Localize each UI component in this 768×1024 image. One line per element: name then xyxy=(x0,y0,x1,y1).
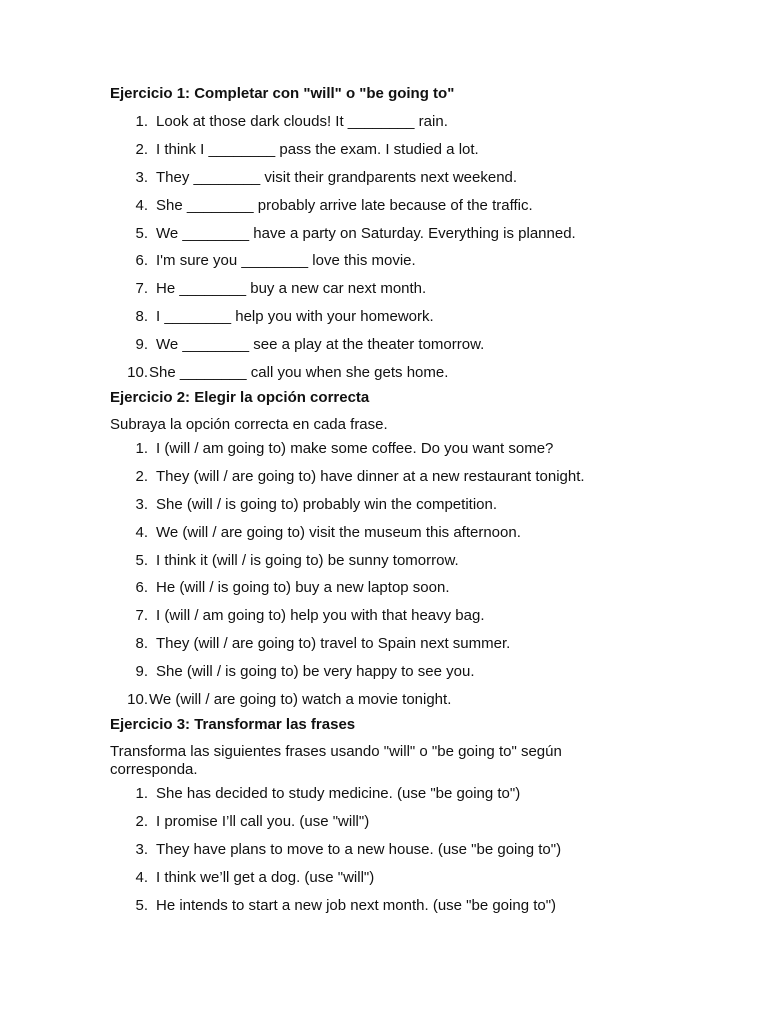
item-number: 2. xyxy=(135,813,148,831)
item-text: They (will / are going to) travel to Spain next summer. xyxy=(156,634,511,652)
list-item xyxy=(110,275,610,303)
exercise2-heading: Ejercicio 2: Elegir la opción correcta xyxy=(110,388,370,406)
exercise3-list xyxy=(110,780,610,919)
item-text: I ________ help you with your homework. xyxy=(156,307,434,325)
list-item xyxy=(110,219,610,247)
item-number: 3. xyxy=(135,495,148,513)
item-text: I think we’ll get a dog. (use "will") xyxy=(156,868,375,886)
item-number: 1. xyxy=(135,785,148,803)
item-number: 9. xyxy=(135,335,148,353)
item-number: 7. xyxy=(135,607,148,625)
list-item xyxy=(110,108,610,136)
list-item xyxy=(110,463,610,491)
item-number: 5. xyxy=(135,224,148,242)
item-text: We ________ have a party on Saturday. Everything is planned. xyxy=(156,224,576,242)
list-item xyxy=(110,657,610,685)
item-number: 1. xyxy=(135,113,148,131)
list-item xyxy=(110,435,610,463)
item-number: 5. xyxy=(135,896,148,914)
item-number: 3. xyxy=(135,840,148,858)
item-number: 2. xyxy=(135,141,148,159)
item-text: I (will / am going to) make some coffee. Do you want some? xyxy=(156,440,554,458)
item-number: 4. xyxy=(135,196,148,214)
list-item xyxy=(110,330,610,358)
list-item xyxy=(110,358,610,386)
item-text: She ________ probably arrive late because of the traffic. xyxy=(156,196,533,214)
list-item xyxy=(110,574,610,602)
item-text: We (will / are going to) visit the museum this afternoon. xyxy=(156,523,521,541)
exercise1-heading: Ejercicio 1: Completar con "will" o "be going to" xyxy=(110,85,455,102)
item-number: 7. xyxy=(135,280,148,298)
item-text: We ________ see a play at the theater tomorrow. xyxy=(156,335,485,353)
list-item xyxy=(110,808,610,836)
list-item xyxy=(110,491,610,519)
item-number: 9. xyxy=(135,662,148,680)
item-text: Look at those dark clouds! It ________ rain. xyxy=(156,113,448,131)
item-number: 3. xyxy=(135,168,148,186)
exercise3-instruction: Transforma las siguientes frases usando "will" o "be going to" según corresponda. xyxy=(110,742,562,778)
item-text: I (will / am going to) help you with that heavy bag. xyxy=(156,607,485,625)
list-item xyxy=(110,136,610,164)
list-item xyxy=(110,546,610,574)
item-text: We (will / are going to) watch a movie tonight. xyxy=(149,690,452,708)
item-number: 5. xyxy=(135,551,148,569)
item-text: They ________ visit their grandparents next weekend. xyxy=(156,168,518,186)
item-text: I think I ________ pass the exam. I studied a lot. xyxy=(156,141,479,159)
item-number: 6. xyxy=(135,252,148,270)
item-number: 4. xyxy=(135,523,148,541)
item-text: They have plans to move to a new house. (use "be going to") xyxy=(156,840,562,858)
item-number: 1. xyxy=(135,440,148,458)
item-text: She (will / is going to) probably win the competition. xyxy=(156,495,498,513)
item-text: He ________ buy a new car next month. xyxy=(156,280,427,298)
exercise3-heading: Ejercicio 3: Transformar las frases xyxy=(110,715,356,733)
item-text: He (will / is going to) buy a new laptop soon. xyxy=(156,579,450,597)
list-item xyxy=(110,836,610,864)
item-text: They (will / are going to) have dinner at a new restaurant tonight. xyxy=(156,468,585,486)
list-item xyxy=(110,685,610,713)
list-item xyxy=(110,191,610,219)
item-text: He intends to start a new job next month. (use "be going to") xyxy=(156,896,557,914)
list-item xyxy=(110,780,610,808)
list-item xyxy=(110,602,610,630)
exercise2-list xyxy=(110,435,610,713)
item-number: 2. xyxy=(135,468,148,486)
list-item xyxy=(110,863,610,891)
item-number: 10. xyxy=(127,690,148,708)
item-text: I'm sure you ________ love this movie. xyxy=(156,252,416,270)
item-text: I think it (will / is going to) be sunny tomorrow. xyxy=(156,551,459,569)
item-text: I promise I’ll call you. (use "will") xyxy=(156,813,370,831)
item-text: She ________ call you when she gets home. xyxy=(149,363,449,381)
list-item xyxy=(110,630,610,658)
exercise1-list xyxy=(110,108,610,386)
list-item xyxy=(110,164,610,192)
item-number: 8. xyxy=(135,307,148,325)
list-item xyxy=(110,247,610,275)
item-text: She (will / is going to) be very happy to see you. xyxy=(156,662,475,680)
item-number: 6. xyxy=(135,579,148,597)
item-number: 4. xyxy=(135,868,148,886)
item-number: 10. xyxy=(127,363,148,381)
item-number: 8. xyxy=(135,634,148,652)
worksheet xyxy=(110,84,610,919)
list-item xyxy=(110,518,610,546)
list-item xyxy=(110,303,610,331)
exercise2-instruction: Subraya la opción correcta en cada frase. xyxy=(110,415,388,433)
item-text: She has decided to study medicine. (use "be going to") xyxy=(156,785,521,803)
list-item xyxy=(110,891,610,919)
